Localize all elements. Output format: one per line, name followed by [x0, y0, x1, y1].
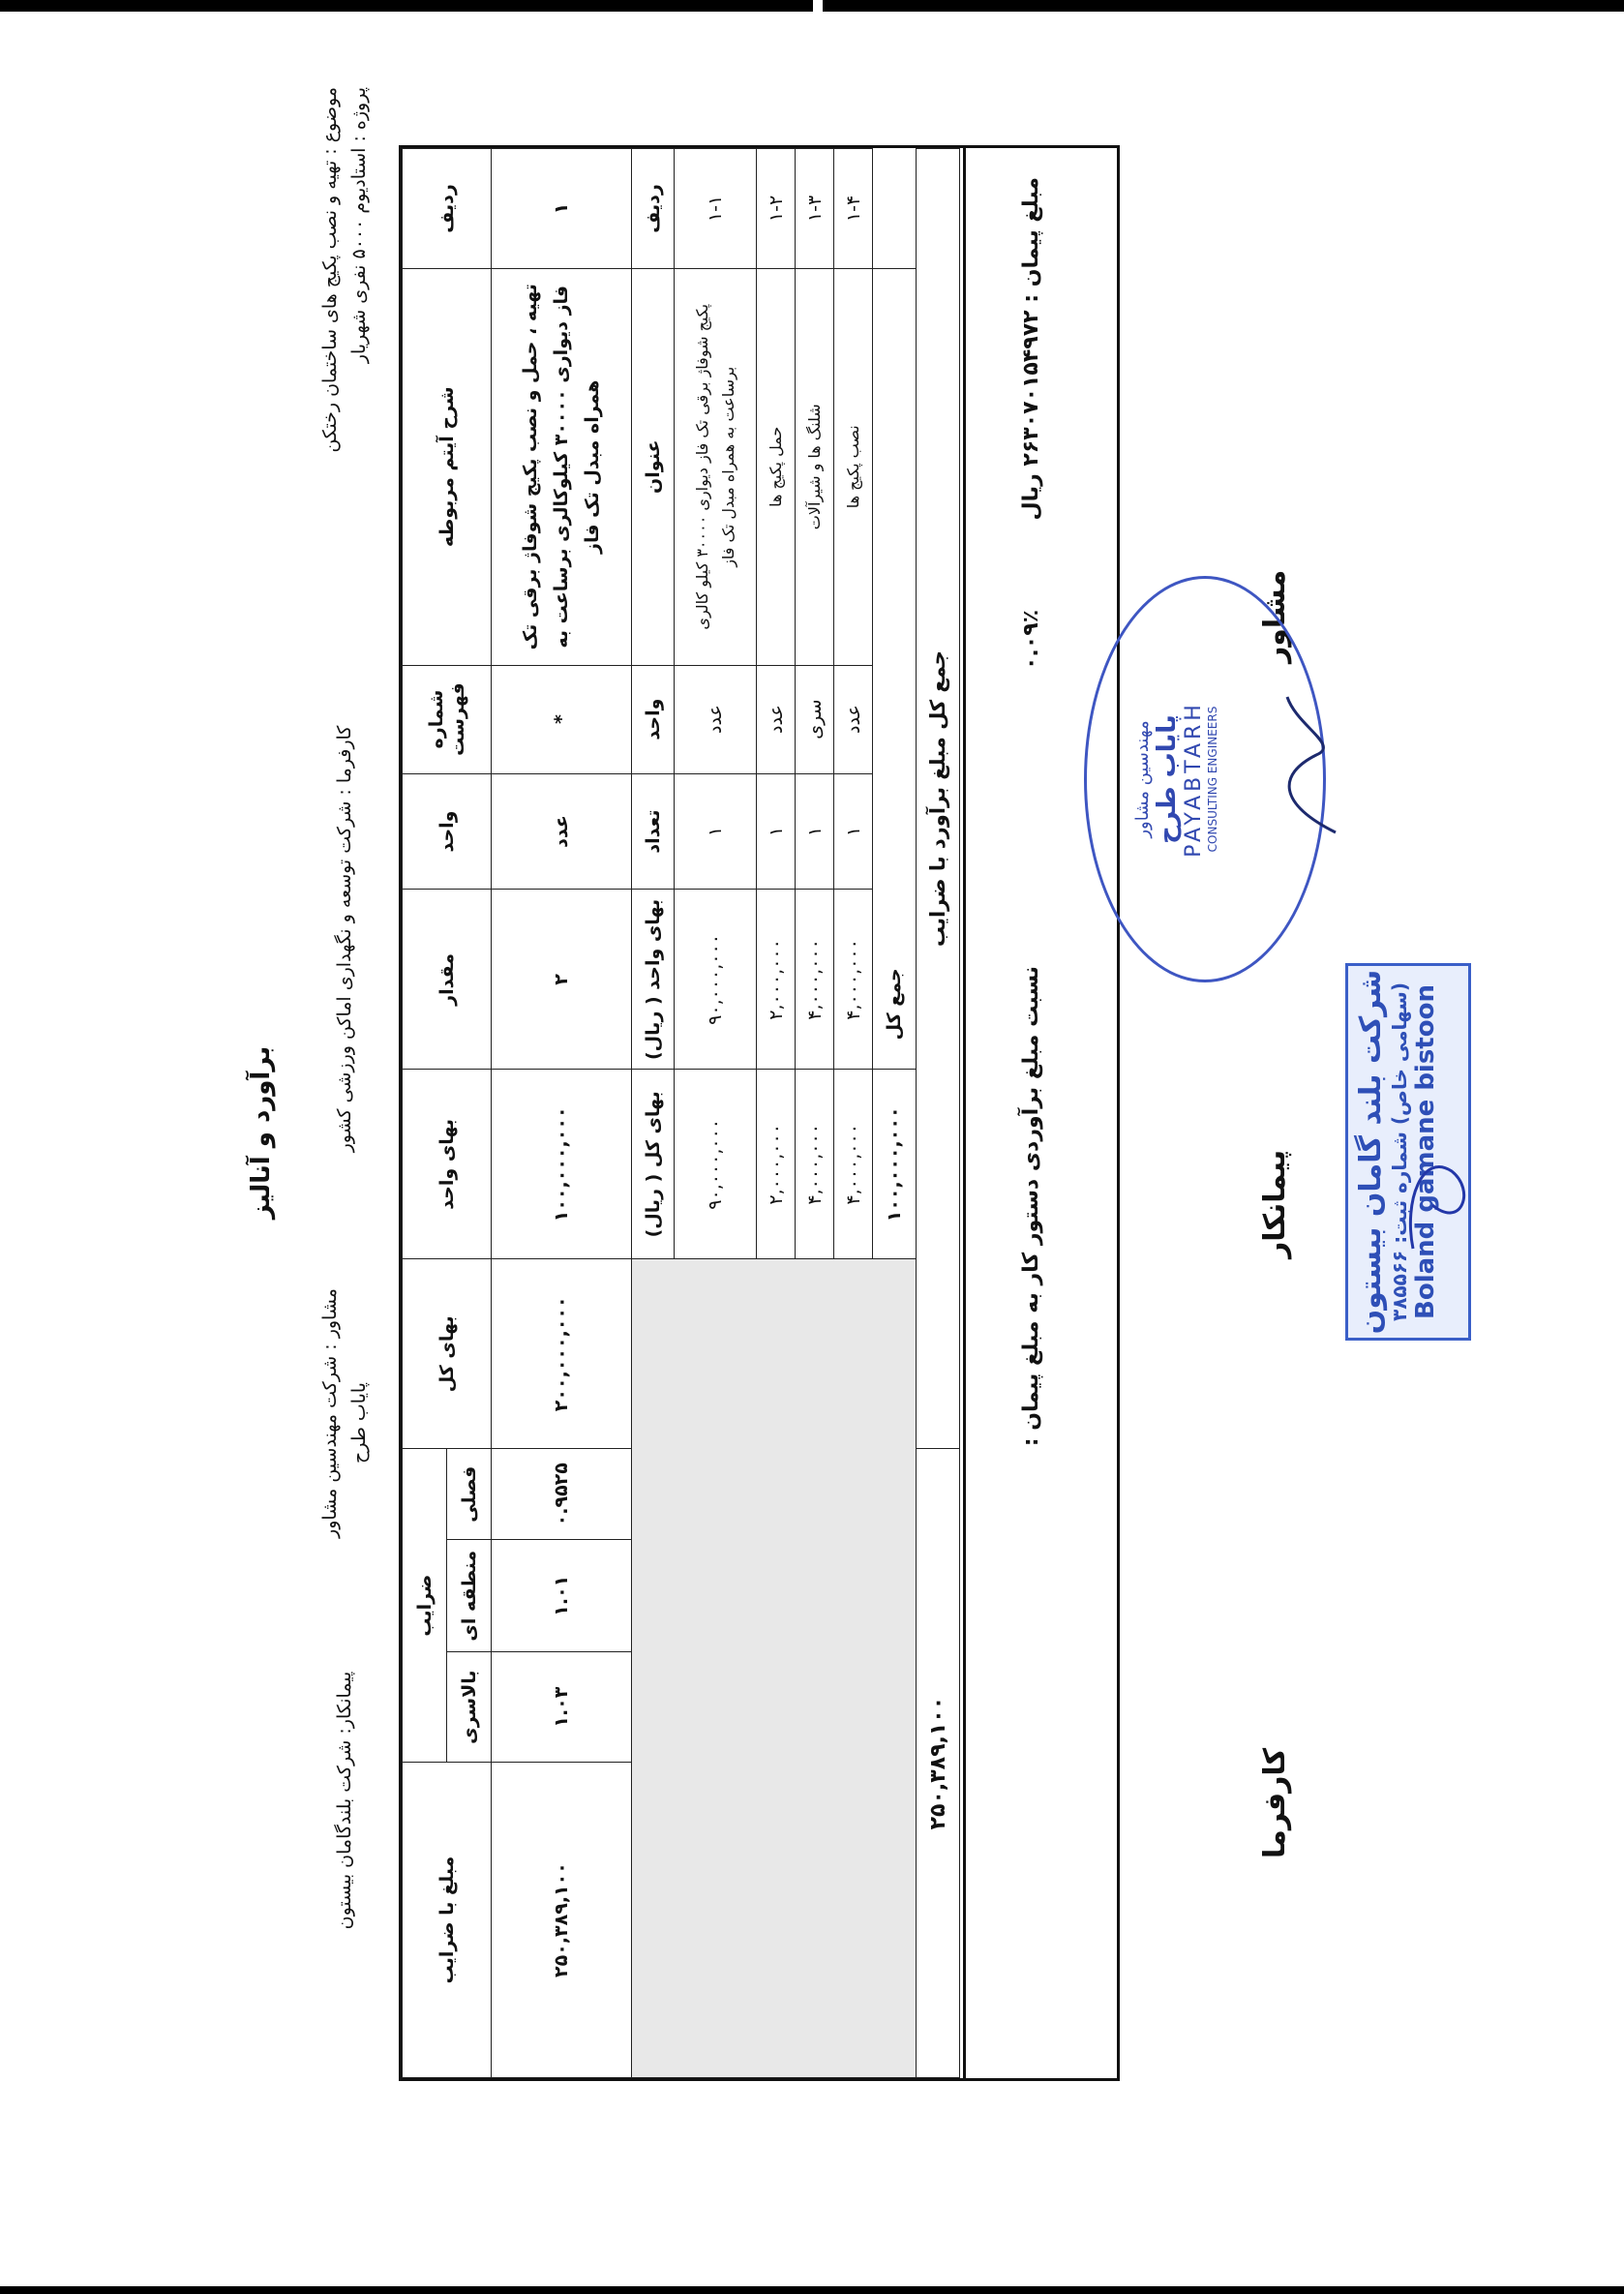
sum-value: ۱۰۰,۰۰۰,۰۰۰ — [873, 1070, 917, 1259]
sub-row-3-number: ۱-۳ — [796, 149, 834, 269]
header-amount-with-coefficients: مبلغ با ضرایب — [403, 1763, 492, 2078]
item-amount-with-coefficients: ۲۵۰,۳۸۹,۱۰۰ — [492, 1763, 632, 2078]
header-coef-season: فصلی — [447, 1449, 492, 1540]
item-unit-price: ۱۰۰,۰۰۰,۰۰۰ — [492, 1070, 632, 1259]
item-description: تهیه ، حمل و نصب پکیج شوفاژ برقی تک فاز دیواری ۳۰۰۰۰ کیلوکالری برساعت به همراه مبدل تک فاز — [492, 268, 632, 665]
grand-total-label: جمع کل مبلغ برآورد با ضرایب — [917, 149, 960, 1449]
consultant-stamp-line-1: مهندسین مشاور — [1132, 720, 1153, 838]
header-unit: واحد — [403, 773, 492, 890]
consultant-stamp-line-3: PAYABTARH — [1182, 701, 1206, 858]
sub-row-4-unit: عدد — [834, 665, 873, 773]
header-coef-regional: بالاسری — [447, 1652, 492, 1763]
sub-header-count: تعداد — [632, 773, 675, 890]
contract-info-row — [963, 148, 1117, 2078]
sub-row-2-unit: عدد — [757, 665, 796, 773]
sub-row-3-unit: سری — [796, 665, 834, 773]
ratio-label: نسبت مبلغ برآوردی دستور کار به مبلغ پیمان : — [1019, 966, 1043, 1447]
contractor-handwritten-signature — [1394, 1142, 1481, 1258]
sub-row-1-count: ۱ — [675, 773, 757, 890]
item-coef-regional: ۱.۰۳ — [492, 1652, 632, 1763]
header-unit-price: بهای واحد — [403, 1070, 492, 1259]
stamp-company-latin-name: Boland gamane bistoon — [1411, 984, 1440, 1319]
sub-row-1-unit: عدد — [675, 665, 757, 773]
sub-header-total-price: بهای کل ( ریال) — [632, 1070, 675, 1259]
employer-signature-label: کارفرما — [1258, 1747, 1292, 1858]
consultant-stamp-text — [1132, 619, 1219, 939]
consultant-stamp-line-2: پایاب طرح — [1153, 714, 1182, 844]
sub-header-unit: واحد — [632, 665, 675, 773]
consultant-handwritten-signature — [1258, 687, 1365, 842]
contractor-signature-label: پیمانکار — [1258, 1149, 1292, 1258]
employer-line: کارفرما : شرکت توسعه و نگهداری اماکن ورزشی کشور — [334, 725, 355, 1153]
stamp-company-name: شرکت بلند گامان بیستون — [1354, 969, 1388, 1335]
item-quantity: ۲ — [492, 890, 632, 1070]
ratio-value: ۰.۰۹٪ — [1019, 609, 1043, 670]
sum-label: جمع کل — [873, 268, 917, 1069]
project-line: پروژه : استادیوم ۵۰۰۰ نفری شهریار — [348, 87, 370, 364]
header-coef-area: منطقه ای — [447, 1540, 492, 1652]
header-description: شرح آیتم مربوطه — [403, 268, 492, 665]
consultant-line-2: پایاب طرح — [348, 1382, 370, 1464]
sub-row-1-unit-price: ۹۰,۰۰۰,۰۰۰ — [675, 890, 757, 1070]
sub-row-4-unit-price: ۴,۰۰۰,۰۰۰ — [834, 890, 873, 1070]
sub-row-2-title: حمل پکیج ها — [757, 268, 796, 665]
sub-row-1-total-price: ۹۰,۰۰۰,۰۰۰ — [675, 1070, 757, 1259]
item-row-number: ۱ — [492, 149, 632, 269]
contractor-line: پیمانکار: شرکت بلندگامان بیستون — [334, 1671, 355, 1930]
estimate-table — [402, 148, 960, 2078]
item-coef-area: ۱.۰۱ — [492, 1540, 632, 1652]
sub-row-4-number: ۱-۴ — [834, 149, 873, 269]
sub-row-3-unit-price: ۴,۰۰۰,۰۰۰ — [796, 890, 834, 1070]
sub-row-1-title: پکیج شوفاژ برقی تک فاز دیواری ۳۰۰۰۰ کیلو کالری برساعت به همراه مبدل تک فاز — [675, 268, 757, 665]
stamp-company-registration: (سهامی خاص) شماره ثبت: ۳۸۵۵۶۶ — [1388, 982, 1411, 1321]
consultant-stamp-line-4: CONSULTING ENGINEERS — [1206, 706, 1219, 853]
sub-row-2-unit-price: ۲,۰۰۰,۰۰۰ — [757, 890, 796, 1070]
header-total-price: بهای کل — [403, 1259, 492, 1449]
item-list-number: * — [492, 665, 632, 773]
header-list-number: شماره فهرست — [403, 665, 492, 773]
sub-row-2-number: ۱-۲ — [757, 149, 796, 269]
item-total-price: ۲۰۰,۰۰۰,۰۰۰ — [492, 1259, 632, 1449]
sub-row-3-total-price: ۴,۰۰۰,۰۰۰ — [796, 1070, 834, 1259]
contract-amount: مبلغ پیمان : ۲۶۳۰۷۰۱۵۴۹۷۲ ریال — [1019, 177, 1043, 521]
sub-row-2-count: ۱ — [757, 773, 796, 890]
subject-line: موضوع : تهیه و نصب پکیج های ساختمان رختکن — [319, 87, 341, 453]
sub-header-title: عنوان — [632, 268, 675, 665]
sub-row-4-count: ۱ — [834, 773, 873, 890]
shaded-empty-area — [632, 1259, 917, 2078]
consultant-signature-label: مشاور — [1258, 569, 1292, 663]
sub-row-3-title: شلنگ ها و شیرآلات — [796, 268, 834, 665]
grand-total-value: ۲۵۰,۳۸۹,۱۰۰ — [917, 1449, 960, 2078]
document-title: برآورد و آنالیز — [247, 1045, 276, 1220]
sub-row-2-total-price: ۲,۰۰۰,۰۰۰ — [757, 1070, 796, 1259]
consultant-line-1: مشاور : شرکت مهندسین مشاور — [319, 1288, 341, 1538]
sub-row-4-total-price: ۴,۰۰۰,۰۰۰ — [834, 1070, 873, 1259]
sub-row-1-number: ۱-۱ — [675, 149, 757, 269]
sub-header-row-number: ردیف — [632, 149, 675, 269]
estimate-table-frame — [399, 145, 1120, 2081]
item-unit: عدد — [492, 773, 632, 890]
sub-row-4-title: نصب پکیج ها — [834, 268, 873, 665]
header-coefficients: ضرایب — [403, 1449, 447, 1763]
sum-row-spacer — [873, 149, 917, 269]
header-row-number: ردیف — [403, 149, 492, 269]
sub-row-3-count: ۱ — [796, 773, 834, 890]
item-coef-season: ۰.۹۵۲۵ — [492, 1449, 632, 1540]
sub-header-unit-price: بهای واحد ( ریال) — [632, 890, 675, 1070]
header-quantity: مقدار — [403, 890, 492, 1070]
